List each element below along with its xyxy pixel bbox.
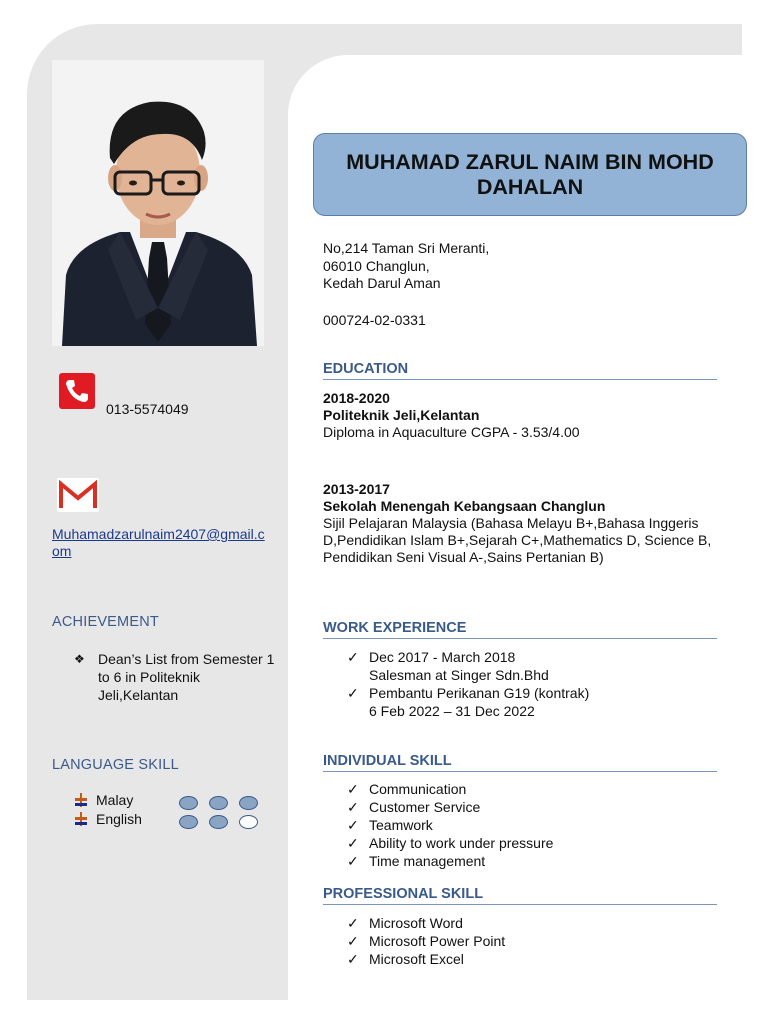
language-level-dot <box>179 815 198 829</box>
skill-item <box>347 798 717 816</box>
gmail-icon <box>57 478 99 512</box>
check-icon: ✓ <box>347 799 359 815</box>
skill-label: Customer Service <box>369 799 481 815</box>
work-role: Salesman at Singer Sdn.Bhd <box>369 667 549 683</box>
address-line-3: Kedah Darul Aman <box>323 275 441 291</box>
check-icon: ✓ <box>347 951 359 967</box>
profile-photo <box>52 60 264 346</box>
phone-icon <box>59 373 95 409</box>
achievement-heading: ACHIEVEMENT <box>52 614 159 630</box>
check-icon: ✓ <box>347 835 359 851</box>
flag-bullet-icon <box>74 812 88 826</box>
skill-label: Teamwork <box>369 817 433 833</box>
language-level-dot <box>179 796 198 810</box>
skill-item <box>347 834 717 852</box>
email-link[interactable] <box>52 526 267 560</box>
education-school: Sekolah Menengah Kebangsaan Changlun <box>323 498 606 514</box>
language-level-dot <box>239 796 258 810</box>
work-heading: WORK EXPERIENCE <box>323 620 717 639</box>
professional-skill-list <box>347 914 717 968</box>
diamond-bullet-icon: ❖ <box>74 652 85 666</box>
check-icon: ✓ <box>347 915 359 931</box>
language-level-dot <box>209 815 228 829</box>
phone-number: 013-5574049 <box>106 401 189 417</box>
education-entry <box>323 390 717 441</box>
skill-item <box>347 914 717 932</box>
flag-bullet-icon <box>74 793 88 807</box>
address-line-2: 06010 Changlun, <box>323 257 430 274</box>
check-icon: ✓ <box>347 817 359 833</box>
language-level-dot <box>209 796 228 810</box>
skill-label: Ability to work under pressure <box>369 835 554 851</box>
individual-skill-list <box>347 780 717 870</box>
language-row-english <box>74 811 142 827</box>
language-name: Malay <box>96 792 134 808</box>
education-school: Politeknik Jeli,Kelantan <box>323 407 480 423</box>
skill-label: Microsoft Excel <box>369 951 464 967</box>
education-heading: EDUCATION <box>323 361 717 380</box>
language-level-dot <box>239 815 258 829</box>
education-entry <box>323 481 717 566</box>
professional-skill-heading: PROFESSIONAL SKILL <box>323 886 717 905</box>
work-period: 6 Feb 2022 – 31 Dec 2022 <box>369 703 535 719</box>
ic-number: 000724-02-0331 <box>323 312 426 328</box>
name-box <box>313 133 747 216</box>
education-years: 2013-2017 <box>323 481 390 497</box>
email-line-1: Muhamadzarulnaim2407@gma <box>52 526 248 542</box>
check-icon: ✓ <box>347 853 359 869</box>
language-row-malay <box>74 792 133 808</box>
language-name: English <box>96 811 142 827</box>
skill-label: Microsoft Word <box>369 915 463 931</box>
achievement-item: Dean’s List from Semester 1 to 6 in Politeknik Jeli,Kelantan <box>98 651 275 703</box>
education-detail: Diploma in Aquaculture CGPA - 3.53/4.00 <box>323 424 580 440</box>
work-role: Pembantu Perikanan G19 (kontrak) <box>369 685 590 701</box>
skill-label: Microsoft Power Point <box>369 933 506 949</box>
full-name: MUHAMAD ZARUL NAIM BIN MOHD DAHALAN <box>346 149 714 199</box>
skill-label: Communication <box>369 781 467 797</box>
skill-item <box>347 950 717 968</box>
check-icon: ✓ <box>347 933 359 949</box>
sidebar-bottom <box>27 960 287 1000</box>
check-icon: ✓ <box>347 781 359 797</box>
check-icon: ✓ <box>347 685 359 701</box>
skill-item <box>347 852 717 870</box>
work-item <box>347 648 717 684</box>
work-item <box>347 684 717 720</box>
work-period: Dec 2017 - March 2018 <box>369 649 516 665</box>
individual-skill-heading: INDIVIDUAL SKILL <box>323 753 717 772</box>
education-detail: Sijil Pelajaran Malaysia (Bahasa Melayu B+,Bahasa Inggeris D,Pendidikan Islam B+,Sejarah C+,Mathematics D, Science B, Pendidikan Seni Visual A-,Sains Pertanian B) <box>323 515 712 565</box>
language-heading: LANGUAGE SKILL <box>52 757 179 773</box>
skill-item <box>347 932 717 950</box>
check-icon: ✓ <box>347 649 359 665</box>
profile-photo-art <box>52 60 264 346</box>
education-years: 2018-2020 <box>323 390 390 406</box>
address-line-1: No,214 Taman Sri Meranti, <box>323 240 490 256</box>
skill-item <box>347 780 717 798</box>
work-list <box>347 648 717 720</box>
address <box>323 240 489 293</box>
skill-item <box>347 816 717 834</box>
skill-label: Time management <box>369 853 486 869</box>
email-line-2: il.com <box>52 526 265 559</box>
